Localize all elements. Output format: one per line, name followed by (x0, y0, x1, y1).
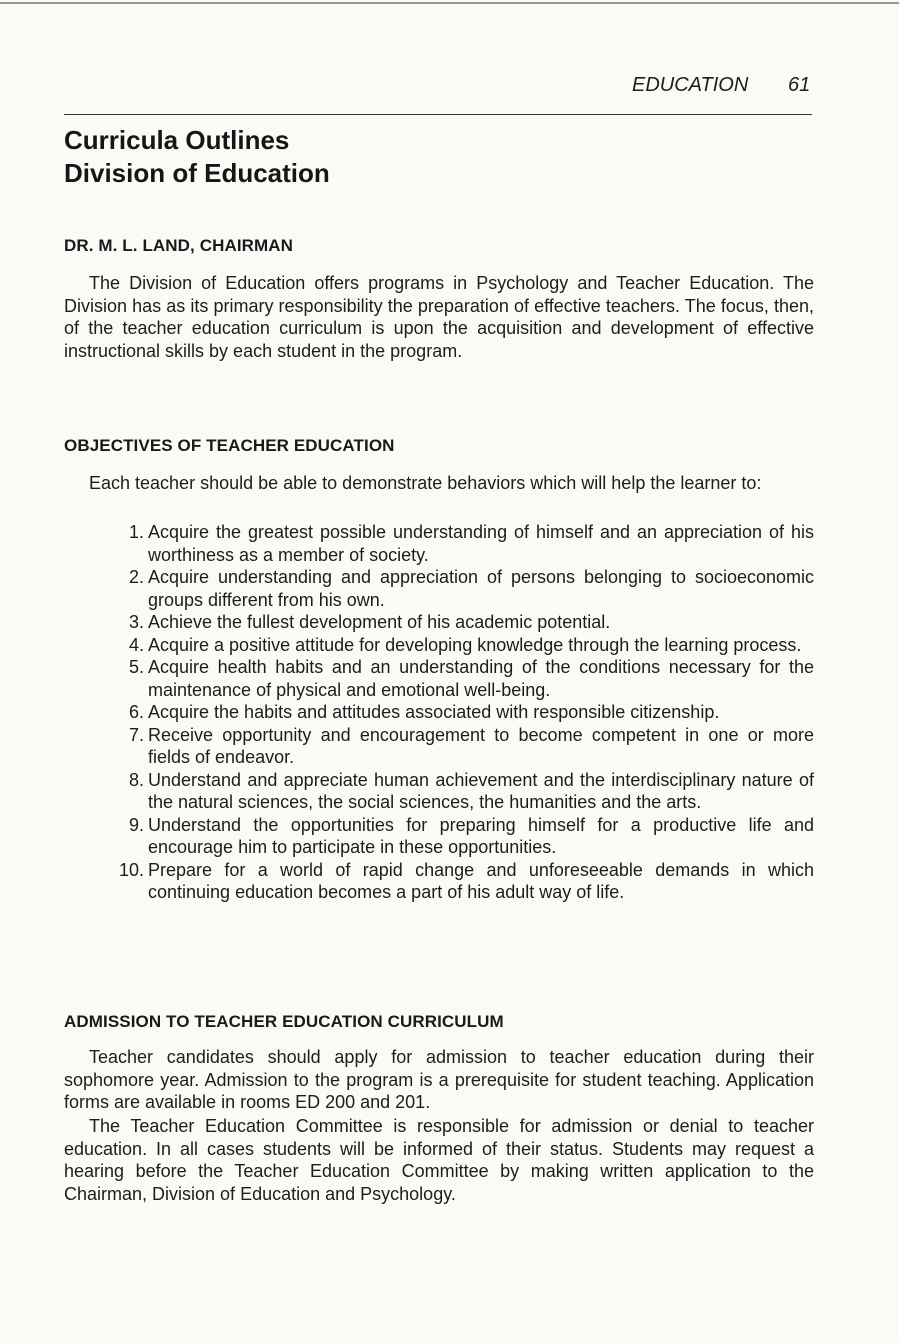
list-item-text: Acquire health habits and an understanding of the conditions necessary for the maintenance of physical and emotional well-being. (148, 657, 814, 700)
list-item-number: 1. (128, 522, 144, 542)
list-item-text: Acquire the habits and attitudes associated with responsible citizenship. (148, 702, 720, 722)
title-line-1: Curricula Outlines (64, 125, 290, 155)
list-item-number: 6. (128, 702, 144, 722)
objectives-intro: Each teacher should be able to demonstrate behaviors which will help the learner to: (89, 473, 762, 493)
page-title (64, 124, 330, 190)
list-item-text: Acquire the greatest possible understanding of himself and an appreciation of his worthiness as a member of society. (148, 522, 814, 565)
admission-paragraph-2: The Teacher Education Committee is responsible for admission or denial to teacher education. In all cases students will be informed of their status. Students may request a hearing before the Teacher Education Committee by making written application to the Chairman, Division of Education and Psychology. (64, 1116, 814, 1204)
admission-heading: ADMISSION TO TEACHER EDUCATION CURRICULUM (64, 1012, 504, 1031)
list-item-text: Understand the opportunities for preparing himself for a productive life and encourage him to participate in these opportunities. (148, 814, 814, 857)
list-item (104, 859, 814, 904)
list-item-text: Understand and appreciate human achievement and the interdisciplinary nature of the natural sciences, the social sciences, the humanities and the arts. (148, 769, 814, 812)
list-item-text: Prepare for a world of rapid change and unforeseeable demands in which continuing education becomes a part of his adult way of life. (148, 859, 814, 902)
list-item-text: Acquire understanding and appreciation of persons belonging to socioeconomic groups different from his own. (148, 567, 814, 610)
list-item (104, 814, 814, 859)
chairman-paragraph: The Division of Education offers programs in Psychology and Teacher Education. The Division has as its primary responsibility the preparation of effective teachers. The focus, then, of the teacher education curriculum is upon the acquisition and development of effective instructional skills by each student in the program. (64, 273, 814, 361)
list-item-text: Receive opportunity and encouragement to become competent in one or more fields of endeavor. (148, 724, 814, 767)
list-item (104, 634, 814, 657)
objectives-heading: OBJECTIVES OF TEACHER EDUCATION (64, 436, 395, 455)
list-item-number: 10. (118, 859, 144, 880)
list-item (104, 656, 814, 701)
list-item-number: 4. (128, 634, 144, 655)
running-head (632, 74, 812, 97)
list-item-number: 8. (128, 769, 144, 790)
list-item-number: 3. (128, 612, 144, 632)
list-item-number: 2. (128, 567, 144, 587)
list-item (104, 611, 814, 634)
list-item (104, 521, 814, 566)
list-item-number: 7. (128, 724, 144, 745)
list-item-number: 9. (128, 814, 144, 835)
running-head-section: EDUCATION (632, 74, 749, 96)
list-item (104, 701, 814, 724)
list-item-text: Achieve the fullest development of his academic potential. (148, 612, 611, 632)
admission-paragraph-1: Teacher candidates should apply for admission to teacher education during their sophomore year. Admission to the program is a prerequisite for student teaching. Application forms are available in rooms ED 200 and 201. (64, 1047, 814, 1112)
objectives-list (104, 521, 814, 904)
list-item (104, 566, 814, 611)
page-number: 61 (788, 74, 811, 96)
title-line-2: Division of Education (64, 158, 330, 188)
list-item (104, 769, 814, 814)
list-item-text: Acquire a positive attitude for developing knowledge through the learning process. (148, 634, 802, 655)
top-edge-rule (0, 2, 899, 4)
list-item-number: 5. (128, 657, 144, 677)
chairman-heading: DR. M. L. LAND, CHAIRMAN (64, 236, 294, 255)
list-item (104, 724, 814, 769)
header-rule (64, 114, 812, 115)
